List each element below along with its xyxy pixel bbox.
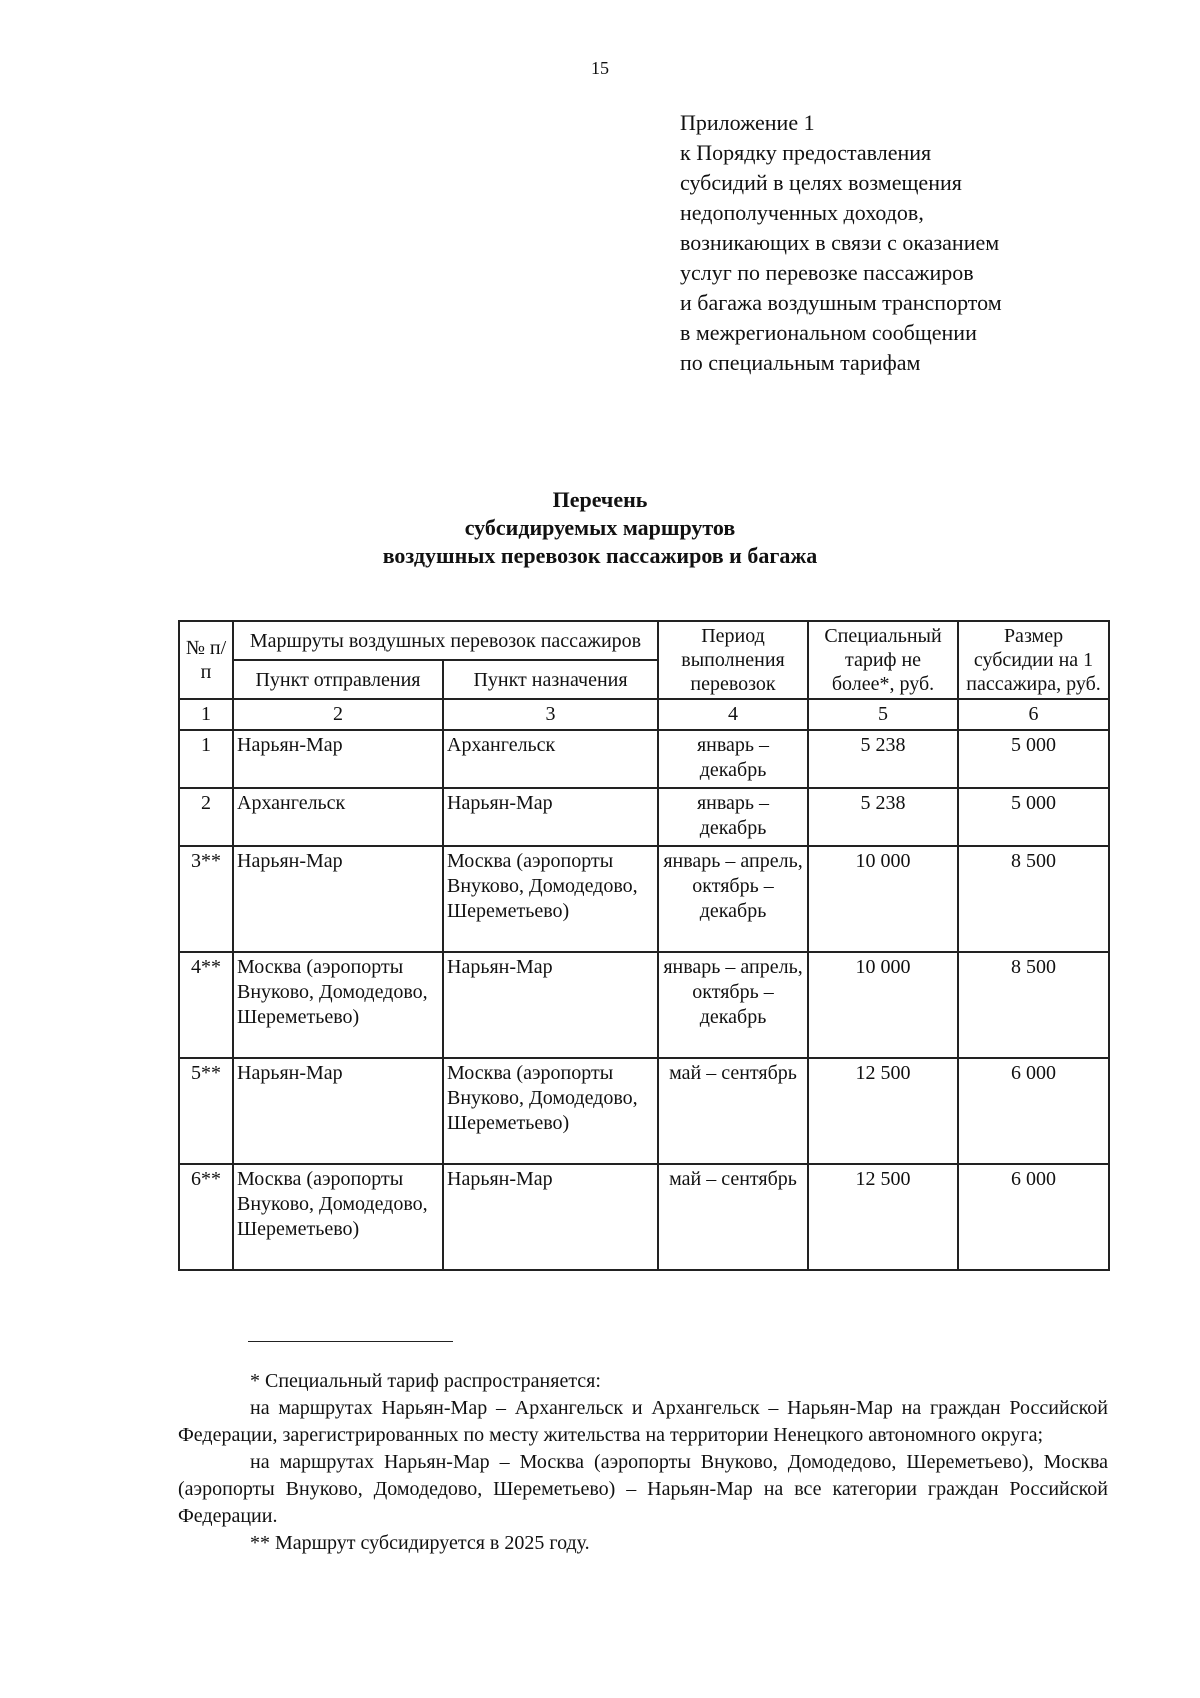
cell-tariff: 12 500	[808, 1058, 958, 1164]
cell-num: 2	[179, 788, 233, 846]
cell-period: май – сентябрь	[658, 1164, 808, 1270]
footnote: на маршрутах Нарьян-Мар – Москва (аэропорты Внуково, Домодедово, Шереметьево), Москва (аэропорты Внуково, Домодедово, Шереметьево) – Нарьян-Мар на все категории граждан Российской Федерации.	[178, 1451, 1108, 1527]
appendix-line: в межрегиональном сообщении	[680, 320, 977, 345]
appendix-line: субсидий в целях возмещения	[680, 170, 962, 195]
header-departure: Пункт отправления	[233, 660, 443, 699]
cell-subsidy: 6 000	[958, 1164, 1109, 1270]
table-row	[179, 788, 1109, 846]
column-number-row	[179, 699, 1109, 730]
cell-destination: Нарьян-Мар	[443, 952, 658, 1058]
footnotes	[178, 1368, 1108, 1557]
appendix-heading	[680, 108, 1150, 378]
cell-destination: Нарьян-Мар	[443, 1164, 658, 1270]
cell-tariff: 10 000	[808, 952, 958, 1058]
cell-destination: Москва (аэропорты Внуково, Домодедово, Шереметьево)	[443, 846, 658, 952]
document-title	[0, 486, 1200, 570]
cell-tariff: 5 238	[808, 788, 958, 846]
table-header-row	[179, 621, 1109, 660]
table-row	[179, 952, 1109, 1058]
cell-departure: Нарьян-Мар	[233, 730, 443, 788]
cell-departure: Москва (аэропорты Внуково, Домодедово, Шереметьево)	[233, 952, 443, 1058]
column-number: 3	[443, 699, 658, 730]
header-subsidy: Размер субсидии на 1 пассажира, руб.	[958, 621, 1109, 699]
appendix-line: к Порядку предоставления	[680, 140, 932, 165]
title-line: субсидируемых маршрутов	[464, 515, 736, 540]
header-period: Период выполнения перевозок	[658, 621, 808, 699]
cell-destination: Нарьян-Мар	[443, 788, 658, 846]
cell-departure: Нарьян-Мар	[233, 1058, 443, 1164]
column-number: 1	[179, 699, 233, 730]
appendix-line: услуг по перевозке пассажиров	[680, 260, 974, 285]
header-destination: Пункт назначения	[443, 660, 658, 699]
table-row	[179, 730, 1109, 788]
footnote: на маршрутах Нарьян-Мар – Архангельск и Архангельск – Нарьян-Мар на граждан Российской Федерации, зарегистрированных по месту жительства на территории Ненецкого автономного округа;	[178, 1397, 1108, 1446]
appendix-line: и багажа воздушным транспортом	[680, 290, 1002, 315]
title-line: Перечень	[552, 487, 648, 512]
header-num: № п/п	[179, 621, 233, 699]
column-number: 6	[958, 699, 1109, 730]
footnote: ** Маршрут субсидируется в 2025 году.	[250, 1532, 590, 1554]
header-tariff: Специальный тариф не более*, руб.	[808, 621, 958, 699]
cell-departure: Москва (аэропорты Внуково, Домодедово, Шереметьево)	[233, 1164, 443, 1270]
appendix-line: недополученных доходов,	[680, 200, 924, 225]
table-row	[179, 1164, 1109, 1270]
cell-period: январь – апрель, октябрь – декабрь	[658, 846, 808, 952]
cell-destination: Москва (аэропорты Внуково, Домодедово, Шереметьево)	[443, 1058, 658, 1164]
header-routes: Маршруты воздушных перевозок пассажиров	[233, 621, 658, 660]
table-row	[179, 846, 1109, 952]
page-number: 15	[591, 58, 609, 78]
footnote-divider	[248, 1341, 453, 1342]
cell-num: 4**	[179, 952, 233, 1058]
cell-num: 5**	[179, 1058, 233, 1164]
footnote: * Специальный тариф распространяется:	[250, 1370, 601, 1392]
routes-table	[178, 620, 1110, 1271]
cell-destination: Архангельск	[443, 730, 658, 788]
cell-period: январь – декабрь	[658, 788, 808, 846]
appendix-line: возникающих в связи с оказанием	[680, 230, 1000, 255]
cell-subsidy: 5 000	[958, 788, 1109, 846]
cell-subsidy: 8 500	[958, 846, 1109, 952]
cell-departure: Архангельск	[233, 788, 443, 846]
cell-tariff: 5 238	[808, 730, 958, 788]
table-row	[179, 1058, 1109, 1164]
column-number: 2	[233, 699, 443, 730]
cell-departure: Нарьян-Мар	[233, 846, 443, 952]
appendix-line: по специальным тарифам	[680, 350, 921, 375]
appendix-line: Приложение 1	[680, 110, 815, 135]
cell-tariff: 12 500	[808, 1164, 958, 1270]
cell-subsidy: 5 000	[958, 730, 1109, 788]
cell-subsidy: 6 000	[958, 1058, 1109, 1164]
cell-subsidy: 8 500	[958, 952, 1109, 1058]
cell-period: январь – апрель, октябрь – декабрь	[658, 952, 808, 1058]
cell-period: январь – декабрь	[658, 730, 808, 788]
title-line: воздушных перевозок пассажиров и багажа	[382, 543, 818, 568]
cell-period: май – сентябрь	[658, 1058, 808, 1164]
cell-num: 6**	[179, 1164, 233, 1270]
cell-tariff: 10 000	[808, 846, 958, 952]
column-number: 5	[808, 699, 958, 730]
column-number: 4	[658, 699, 808, 730]
cell-num: 3**	[179, 846, 233, 952]
cell-num: 1	[179, 730, 233, 788]
